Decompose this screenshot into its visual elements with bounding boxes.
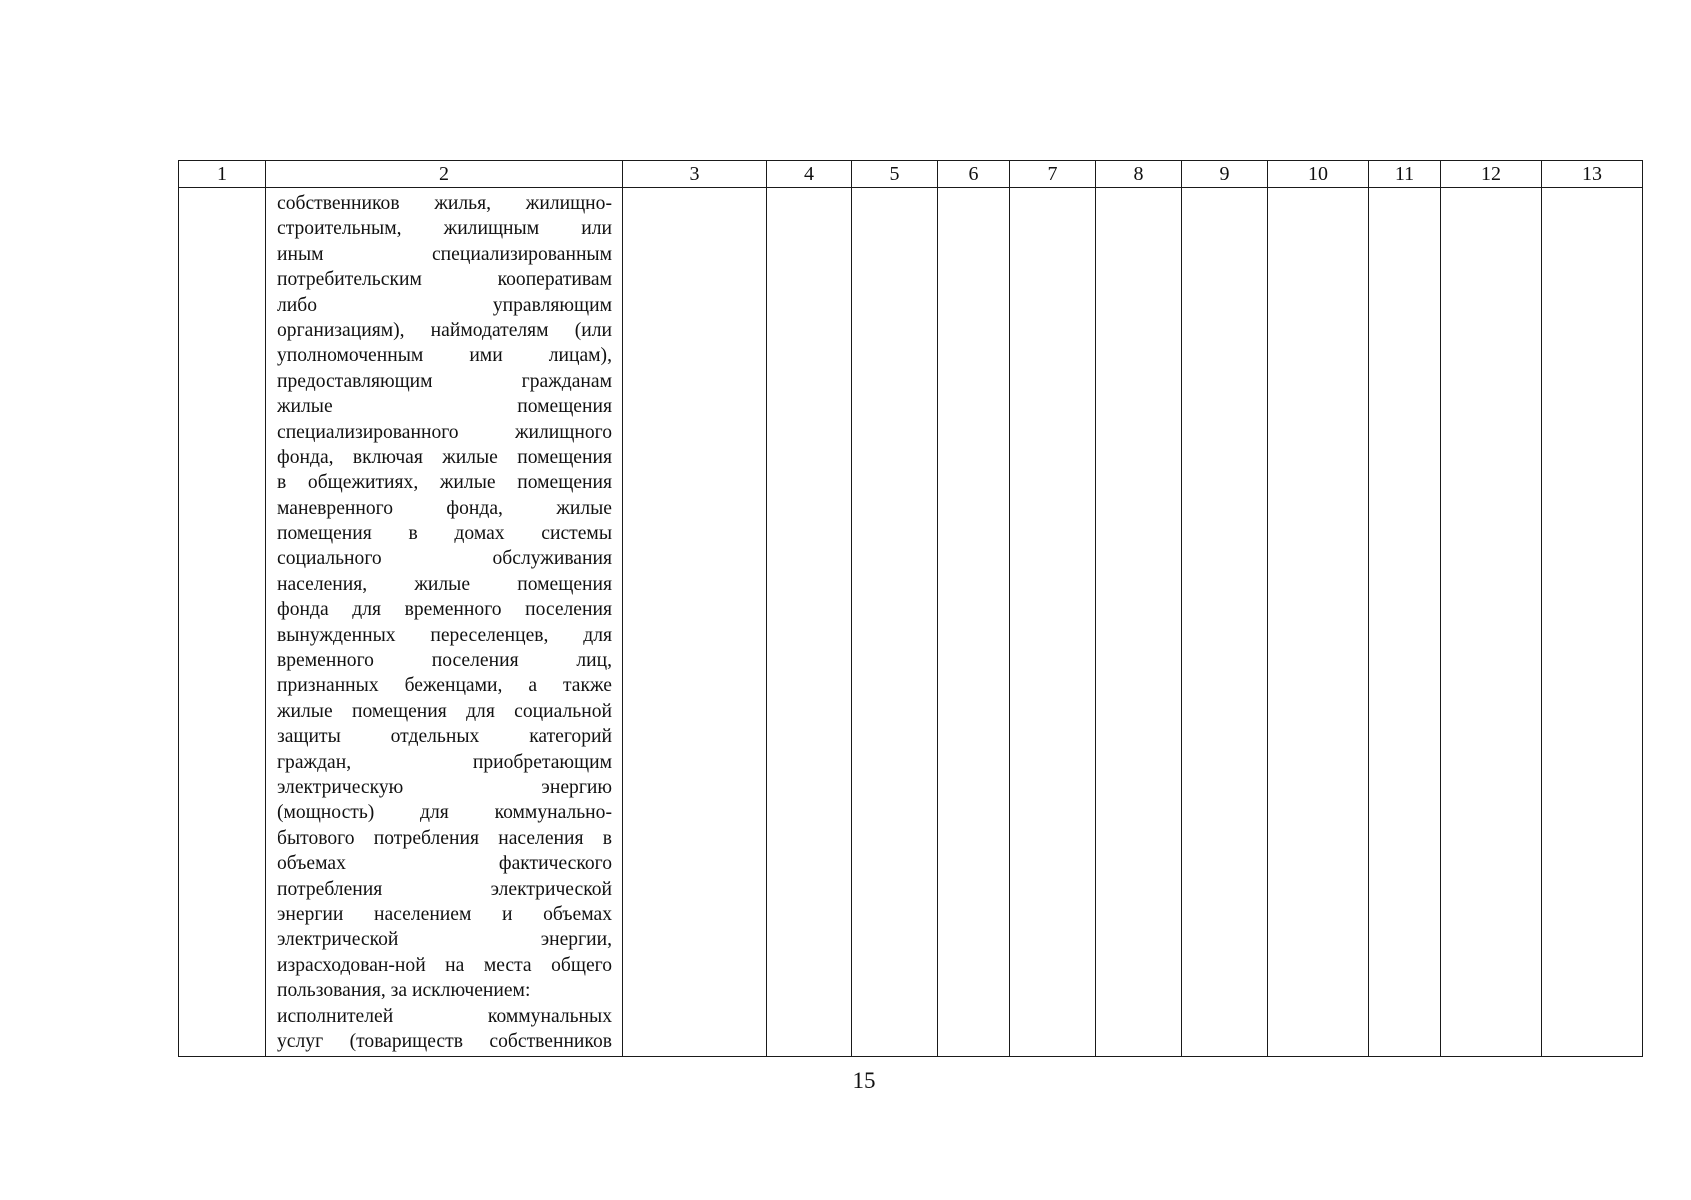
description-line: населения, жилые помещения [277,573,612,595]
cell-col-5 [852,188,938,1057]
description-line: потребительским кооперативам [277,269,612,291]
page-number: 15 [852,1068,876,1093]
column-header-8: 8 [1096,161,1182,188]
column-header-13: 13 [1542,161,1643,188]
cell-col-6 [938,188,1010,1057]
column-header-7: 7 [1010,161,1096,188]
description-text [277,191,612,1054]
cell-col-4 [767,188,852,1057]
cell-description [266,188,623,1057]
description-line: собственников жилья, жилищно- [277,193,612,214]
column-header-5: 5 [852,161,938,188]
column-header-3: 3 [623,161,767,188]
description-line: вынужденных переселенцев, для [277,624,612,646]
description-line: жилые помещения для социальной [277,700,612,722]
column-header-1: 1 [179,161,266,188]
column-header-6: 6 [938,161,1010,188]
description-line: жилые помещения [277,396,612,418]
description-line: иным специализированным [277,243,612,265]
description-line: объемах фактического [277,853,612,875]
description-line: энергии населением и объемах [277,903,612,925]
description-line: исполнителей коммунальных [277,1005,612,1027]
cell-col-12 [1441,188,1542,1057]
description-line: фонда для временного поселения [277,599,612,621]
column-header-12: 12 [1441,161,1542,188]
column-header-4: 4 [767,161,852,188]
cell-col-7 [1010,188,1096,1057]
description-line: в общежитиях, жилые помещения [277,472,612,494]
description-line: израсходован-ной на места общего [277,954,612,976]
cell-col-8 [1096,188,1182,1057]
table-row [179,188,1643,1057]
column-header-9: 9 [1182,161,1268,188]
description-line: помещения в домах системы [277,523,612,545]
description-line: временного поселения лиц, [277,650,612,672]
cell-col-3 [623,188,767,1057]
description-line: признанных беженцами, а также [277,675,612,697]
description-line: маневренного фонда, жилые [277,497,612,519]
description-line: либо управляющим [277,294,612,316]
description-line: услуг (товариществ собственников [277,1030,612,1052]
cell-col-10 [1268,188,1369,1057]
description-line: бытового потребления населения в [277,827,612,849]
description-line: уполномоченным ими лицам), [277,345,612,367]
column-header-10: 10 [1268,161,1369,188]
cell-col-11 [1369,188,1441,1057]
column-header-2: 2 [266,161,623,188]
data-table [178,160,1643,1057]
description-line: потребления электрической [277,878,612,900]
description-line: предоставляющим гражданам [277,370,612,392]
description-line: (мощность) для коммунально- [277,802,612,824]
description-line: пользования, за исключением: [277,980,531,1002]
description-line: организациям), наймодателям (или [277,319,612,341]
header-row [179,161,1643,188]
description-line: строительным, жилищным или [277,218,612,240]
description-line: социального обслуживания [277,548,612,570]
cell-col-9 [1182,188,1268,1057]
description-line: специализированного жилищного [277,421,612,443]
description-line: граждан, приобретающим [277,751,612,773]
column-header-11: 11 [1369,161,1441,188]
description-line: электрической энергии, [277,929,612,951]
cell-col-13 [1542,188,1643,1057]
description-line: фонда, включая жилые помещения [277,446,612,468]
description-line: электрическую энергию [277,776,612,798]
description-line: защиты отдельных категорий [277,726,612,748]
cell-col-1 [179,188,266,1057]
